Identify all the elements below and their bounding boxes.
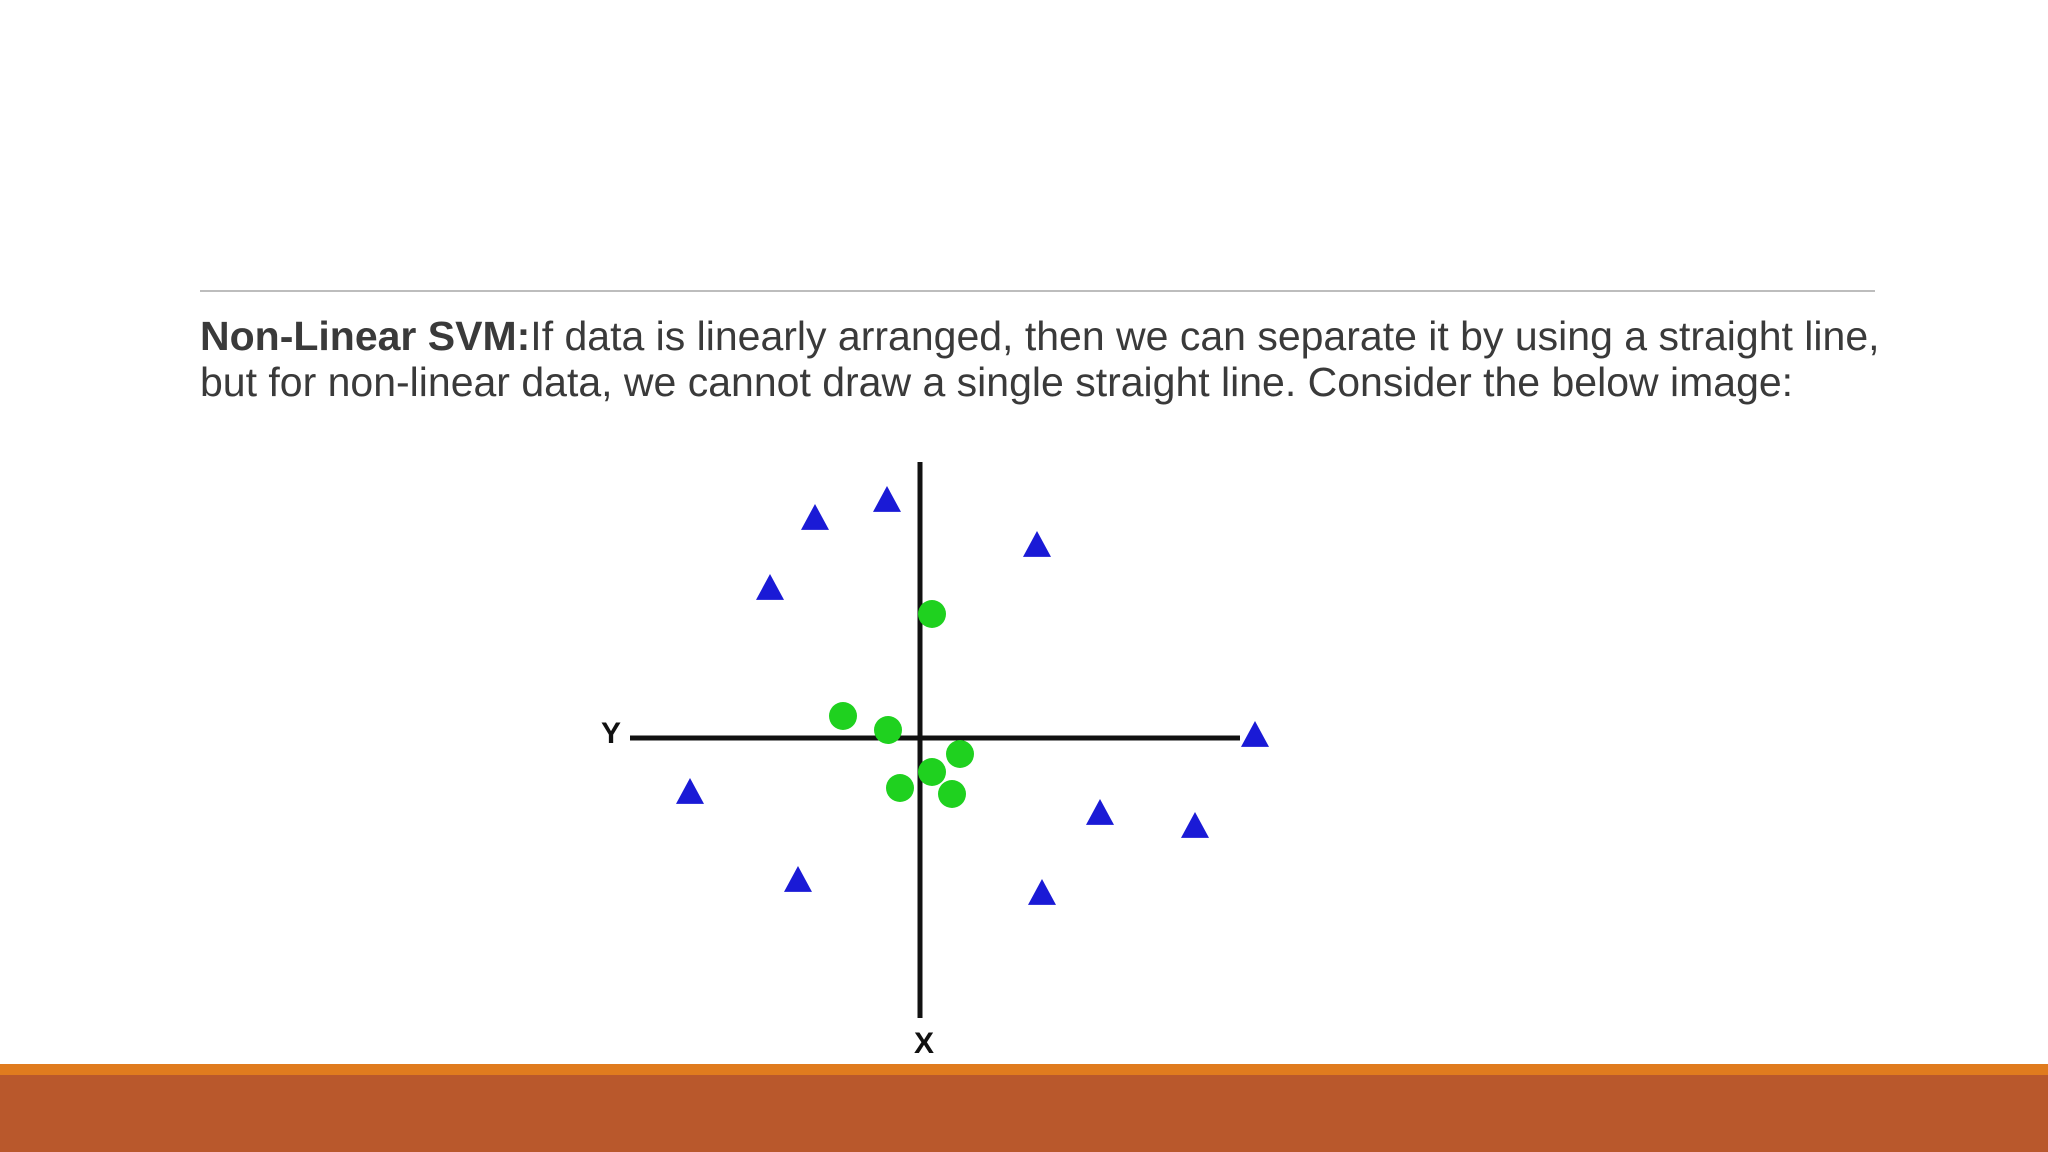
triangle-point: [1086, 799, 1114, 825]
x-axis-label: X: [914, 1027, 935, 1060]
triangle-point: [1023, 531, 1051, 557]
triangle-point: [756, 574, 784, 600]
slide-body-text: [200, 313, 1890, 405]
triangle-point: [1241, 721, 1269, 747]
circle-point: [918, 600, 946, 628]
footer-accent-stripe: [0, 1064, 2048, 1075]
circle-point: [874, 716, 902, 744]
scatter-figure: [590, 455, 1290, 1065]
footer-bar: [0, 1075, 2048, 1152]
circle-point: [938, 780, 966, 808]
slide-description: If data is linearly arranged, then we can separate it by using a straight line, but for non-linear data, we cannot draw a single straight line. Consider the below image:: [200, 313, 1880, 405]
triangle-point: [784, 866, 812, 892]
scatter-plot: [590, 455, 1290, 1065]
circle-point: [946, 740, 974, 768]
circle-point: [886, 774, 914, 802]
y-axis-label: Y: [601, 717, 622, 750]
slide-lead-term: Non-Linear SVM:: [200, 313, 531, 359]
triangle-point: [1028, 879, 1056, 905]
triangle-point: [801, 504, 829, 530]
triangle-point: [873, 486, 901, 512]
triangle-point: [676, 778, 704, 804]
triangle-point: [1181, 812, 1209, 838]
title-divider: [200, 290, 1875, 292]
circle-point: [918, 758, 946, 786]
circle-point: [829, 702, 857, 730]
